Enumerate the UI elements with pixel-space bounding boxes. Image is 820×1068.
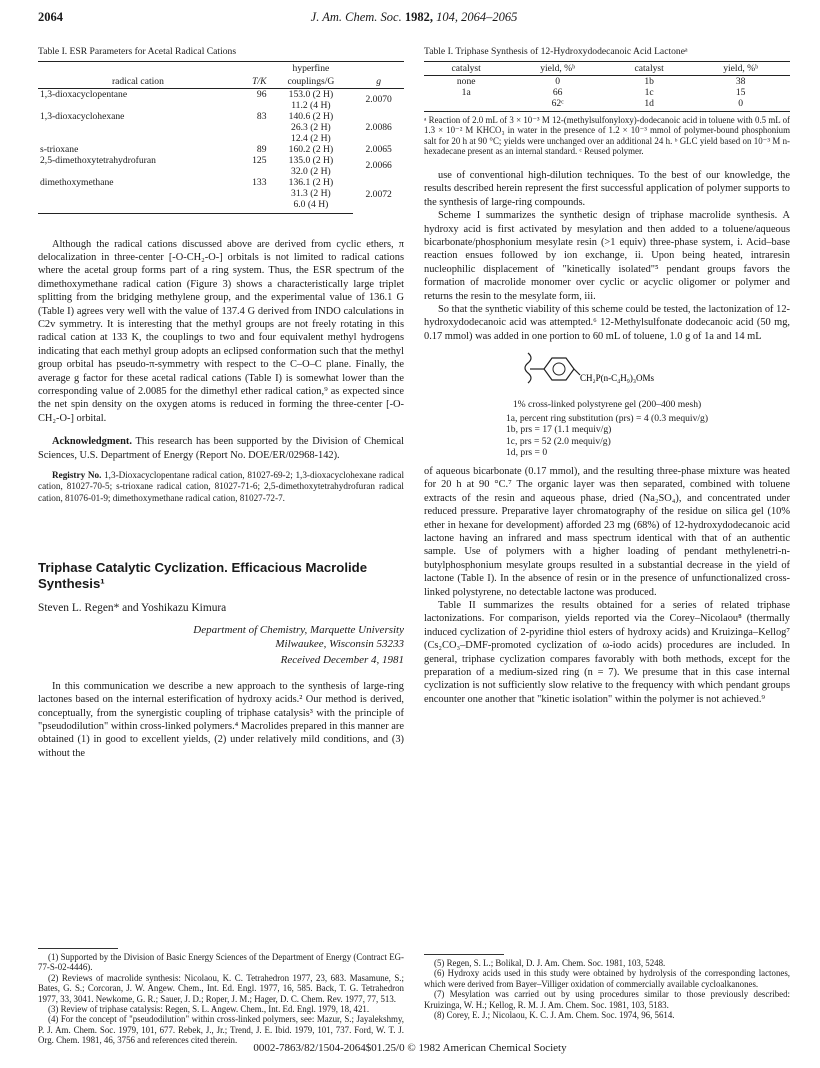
radical-name-cell: dimethoxymethane <box>40 176 114 188</box>
temperature-cell: 133 <box>252 176 267 188</box>
col-catalyst: catalyst <box>607 61 691 75</box>
body-paragraph: Although the radical cations discussed above are derived from cyclic ethers, π delocalization in three-center [-O-CH₂-O-] orbitals is not limited to radical cations where the acetal group forms part of a ring system. Thus, the ESR spectrum of the dimethoxymethane radical cation (Figure 3) shows a characteristically large triplet splitting from the bridging methylene group, and the experimental value of 136.1 G (Table I) agrees very well with the value of 137.4 G derived from INDO calculations in C2v symmetry. It is interesting that the methyl groups are not freely rotating in this radical cation at 133 K, the couplings to two and four equivalent methyl hydrogens indicating that each methyl group adopts an eclipsed conformation such that the methyl group orbital has pseudo-π-symmetry with respect to the C–O–C plane. Finally, the average g factor for these acetal radical cations (Table I) is somewhat lower than the corresponding value of 2.0085 for the dimethyl ether radical cation,⁹ as expected since the net spin density on the oxygen atoms is reduced in forming the three-center [-O-CH₂-O-] orbital. <box>38 238 404 424</box>
copyright-line: 0002-7863/82/1504-2064$01.25/0 © 1982 American Chemical Society <box>253 1042 567 1054</box>
table-row: 62ᶜ 1d 0 <box>424 98 790 112</box>
structure-label: CH₂P(n-C₄H₉)₃OMs <box>580 373 655 384</box>
acknowledgment: Acknowledgment. This research has been supported by the Division of Chemical Sciences, U.S. Department of Energy (Report No. DOE/ER/02968-142). <box>38 436 404 461</box>
right-column <box>424 46 790 706</box>
coupling-cell: 12.4 (2 H) <box>291 132 331 144</box>
g-factor-cell: 2.0066 <box>365 160 392 171</box>
table-row <box>38 122 404 133</box>
article-title: Triphase Catalytic Cyclization. Efficacious Macrolide Synthesis¹ <box>38 559 368 591</box>
journal-citation: J. Am. Chem. Soc. 1982, 104, 2064–2065 <box>310 10 518 24</box>
coupling-cell: 26.3 (2 H) <box>291 121 331 133</box>
temperature-cell: 89 <box>256 143 267 155</box>
table-row: 1a 66 1c 15 <box>461 86 746 98</box>
body-paragraph: Scheme I summarizes the synthetic design of triphase macrolide synthesis. A hydroxy acid is first activated by mesylation and then added to a toluene/aqueous bicarbonate/phosphonium mesylate resin (>1 equiv) three-phase system, i. Acid–base reaction ensues followed by ion exchange, ii. Upon being heated, intraresin nucleophilic displacement of "kinetically isolated"⁵ pendant groups favors the formation of macrolide monomer over cyclic or acyclic oligomer or polymer and returns the resin to the mesylate form, iii. <box>424 210 790 302</box>
left-column <box>38 46 404 760</box>
footnote: (1) Supported by the Division of Basic Energy Sciences of the Department of Energy (Contract EG-77-S-02-4446). <box>38 952 404 973</box>
g-factor-cell: 2.0065 <box>365 143 392 155</box>
body-paragraph: use of conventional high-dilution techniques. To the best of our knowledge, the results described herein represent the first successful application of polymer supports to the synthesis of large-ring compounds. <box>424 169 790 208</box>
resin-structure-drawing <box>522 349 692 391</box>
page-number: 2064 <box>38 10 63 24</box>
table-row <box>38 177 404 188</box>
coupling-cell: 32.0 (2 H) <box>291 165 331 177</box>
table-row <box>38 133 404 144</box>
temperature-cell: 83 <box>256 110 267 122</box>
footnote: (6) Hydroxy acids used in this study were obtained by hydrolysis of the corresponding lactones, which were derived from Bayer–Villiger oxidation of commercially available cycloalkanones. <box>424 968 790 989</box>
g-factor-cell: 2.0072 <box>365 189 392 201</box>
table-row <box>38 144 404 155</box>
coupling-cell: 11.2 (4 H) <box>291 99 331 111</box>
running-header <box>38 10 790 30</box>
footnote: (7) Mesylation was carried out by using procedures similar to those previously described: Kruizinga, W. H.; Kellog, R. M. J. Am. Chem. Soc. 1981, 103, 5183. <box>424 989 790 1010</box>
footnote: (8) Corey, E. J.; Nicolaou, K. C. J. Am. Chem. Soc. 1974, 96, 5614. <box>434 1010 675 1021</box>
col-temperature: T/K <box>238 75 269 89</box>
list-item: 1c, prs = 52 (2.0 mequiv/g) <box>506 435 611 447</box>
radical-name-cell: 1,3-dioxacyclopentane <box>40 88 128 100</box>
col-radical-cation: radical cation <box>38 75 238 89</box>
col-hyperfine: hyperfine <box>268 61 353 75</box>
table-row <box>38 100 404 111</box>
registry-numbers: Registry No. 1,3-Dioxacyclopentane radical cation, 81027-69-2; 1,3-dioxacyclohexane radical cation, 81027-70-5; s-trioxane radical cation, 81027-71-6; 2,5-dimethoxytetrahydrofuran radical cation, 81076-01-9; dimethoxymethane radical cation, 81027-72-7. <box>38 470 404 503</box>
table-row <box>38 155 404 166</box>
radical-name-cell: 2,5-dimethoxytetrahydrofuran <box>40 154 156 166</box>
esr-table <box>38 61 404 214</box>
body-paragraph: Table II summarizes the results obtained for a series of related triphase lactonizations. For comparison, yields reported via the Corey–Nicolaou⁸ (thermally induced cyclization of 2-pyridine thiol esters of hydroxy acids) and Kruizinga–Kellog⁷ (Cs₂CO₃–DMF-promoted cyclization of ω-iodo acids) procedures are included. In general, triphase cyclization compares favorably with both methods, except for the preparation of a medium-sized ring (n = 7). We presume that in this case internal cyclization is not sufficiently slow relative to the frequency with which pendant groups encounter one another that "kinetic isolation" within the polymer is not achieved.⁹ <box>424 600 790 705</box>
authors: Steven L. Regen* and Yoshikazu Kimura <box>38 601 227 614</box>
table2-caption: Table I. Triphase Synthesis of 12-Hydroxydodecanoic Acid Lactoneᵃ <box>424 46 688 57</box>
temperature-cell: 125 <box>252 154 267 166</box>
coupling-cell: 6.0 (4 H) <box>268 199 353 214</box>
table2-footnote: ᵃ Reaction of 2.0 mL of 3 × 10⁻³ M 12-(methylsulfonyloxy)-dodecanoic acid in toluene with 0.5 mL of 1.3 × 10⁻² M KHCO₃ in water in the presence of 1.2 × 10⁻³ mmol of polymer-bound phosphonium salt for 20 h at 90 °C; yields were unchanged over an additional 24 h. ᵇ GLC yield based on 10⁻³ M n-hexadecane present as an internal standard. ᶜ Reused polymer. <box>424 114 790 157</box>
col-couplings: couplings/G <box>268 75 353 89</box>
list-item: 1d, prs = 0 <box>506 447 548 459</box>
table-row <box>38 199 404 214</box>
footnotes-right <box>424 954 790 1020</box>
footnote: (3) Review of triphase catalysis: Regen, S. L. Angew. Chem., Int. Ed. Engl. 1979, 18, 421. <box>48 1004 370 1015</box>
coupling-cell: 153.0 (2 H) <box>288 88 334 100</box>
col-catalyst: catalyst <box>424 61 508 75</box>
resin-list <box>424 413 790 459</box>
list-item: 1a, percent ring substitution (prs) = 4 (0.3 mequiv/g) <box>506 412 709 424</box>
table-row <box>38 111 404 122</box>
coupling-cell: 136.1 (2 H) <box>288 176 334 188</box>
footnotes-left <box>38 948 404 1046</box>
footnote: (2) Reviews of macrolide synthesis: Nicolaou, K. C. Tetrahedron 1977, 23, 683. Masamune, S.; Bates, G. S.; Corcoran, J. W. Angew. Chem., Int. Ed. Engl. 1977, 16, 585. Back, T. G. Tetrahedron 1977, 33, 3041. Newkome, G. R.; Sauer, J. D.; Roper, J. M.; Hager, D. C. Chem. Rev. 1977, 77, 513. <box>38 972 404 1004</box>
resin-caption: 1% cross-linked polystyrene gel (200–400 mesh) <box>512 398 702 410</box>
radical-name-cell: s-trioxane <box>40 143 79 155</box>
col-g: g <box>353 75 404 89</box>
table-row <box>38 188 404 199</box>
footnote: (4) For the concept of "pseudodilution" within cross-linked polymers, see: Mazur, S.; Jayalekshmy, P. J. Am. Chem. Soc. 1979, 101, 677. Rebek, J., Jr.; Trend, J. E. Ibid. 1979, 101, 737. Ford, W. T. J. Org. Chem. 1981, 46, 3756 and references cited therein. <box>38 1014 404 1046</box>
footnote: (5) Regen, S. L.; Bolikal, D. J. Am. Chem. Soc. 1981, 103, 5248. <box>434 958 666 968</box>
affiliation: Department of Chemistry, Marquette University Milwaukee, Wisconsin 53233 <box>193 624 404 651</box>
g-factor-cell: 2.0070 <box>365 94 392 105</box>
coupling-cell: 140.6 (2 H) <box>288 110 334 122</box>
body-paragraph: In this communication we describe a new approach to the synthesis of large-ring lactones based on the internal esterification of hydroxy acids.² Our method is derived, conceptually, from the synergistic coupling of triphase catalysis³ with the principle of "pseudodilution" within cross-linked polymers.⁴ Macrolides prepared in this manner are obtained (1) in good to excellent yields, (2) under relatively mild conditions, and (3) without the <box>38 680 404 759</box>
resin-structure <box>424 349 790 395</box>
temperature-cell: 96 <box>256 88 267 100</box>
body-paragraph: of aqueous bicarbonate (0.17 mmol), and the resulting three-phase mixture was heated for 20 h at 90 °C.⁷ The organic layer was then separated, combined with toluene extracts of the resin and aqueous phase, dried (Na₂SO₄), and concentrated under reduced pressure. Preparative layer chromatography of the residue on silica gel (10% ether in hexane for development) afforded 23 mg (68%) of 12-hydroxydodecanoic acid lactone having an infrared and mass spectrum identical with that of an authentic sample. Use of polymers with a higher loading of pendant methylenetri-n-butylphosphonium mesylate groups resulted in a substantial decrease in the yield of lactone (Table I). In the absence of resin or in the presence of unfunctionalized cross-linked polystyrene, no detectable lactone was produced. <box>424 465 790 598</box>
body-paragraph: So that the synthetic viability of this scheme could be tested, the lactonization of 12-hydroxydodecanoic acid was attempted.⁶ 12-Methylsulfonate dodecanoic acid (50 mg, 0.17 mmol) was added in one portion to 60 mL of toluene, 1.0 g of 1a and 14 mL <box>424 303 790 342</box>
col-yield: yield, %ᵇ <box>691 61 790 75</box>
table1-caption: Table I. ESR Parameters for Acetal Radical Cations <box>38 46 237 57</box>
coupling-cell: 31.3 (2 H) <box>291 187 331 199</box>
col-yield: yield, %ᵇ <box>508 61 607 75</box>
table-row: none 0 1b 38 <box>456 75 746 87</box>
coupling-cell: 160.2 (2 H) <box>288 143 334 155</box>
received-date: Received December 4, 1981 <box>280 654 404 667</box>
coupling-cell: 135.0 (2 H) <box>288 154 334 166</box>
list-item: 1b, prs = 17 (1.1 mequiv/g) <box>506 424 612 436</box>
table-row <box>38 166 404 177</box>
radical-name-cell: 1,3-dioxacyclohexane <box>40 110 125 122</box>
table-row <box>38 88 404 100</box>
triphase-table <box>424 61 790 112</box>
g-factor-cell: 2.0086 <box>365 121 392 133</box>
